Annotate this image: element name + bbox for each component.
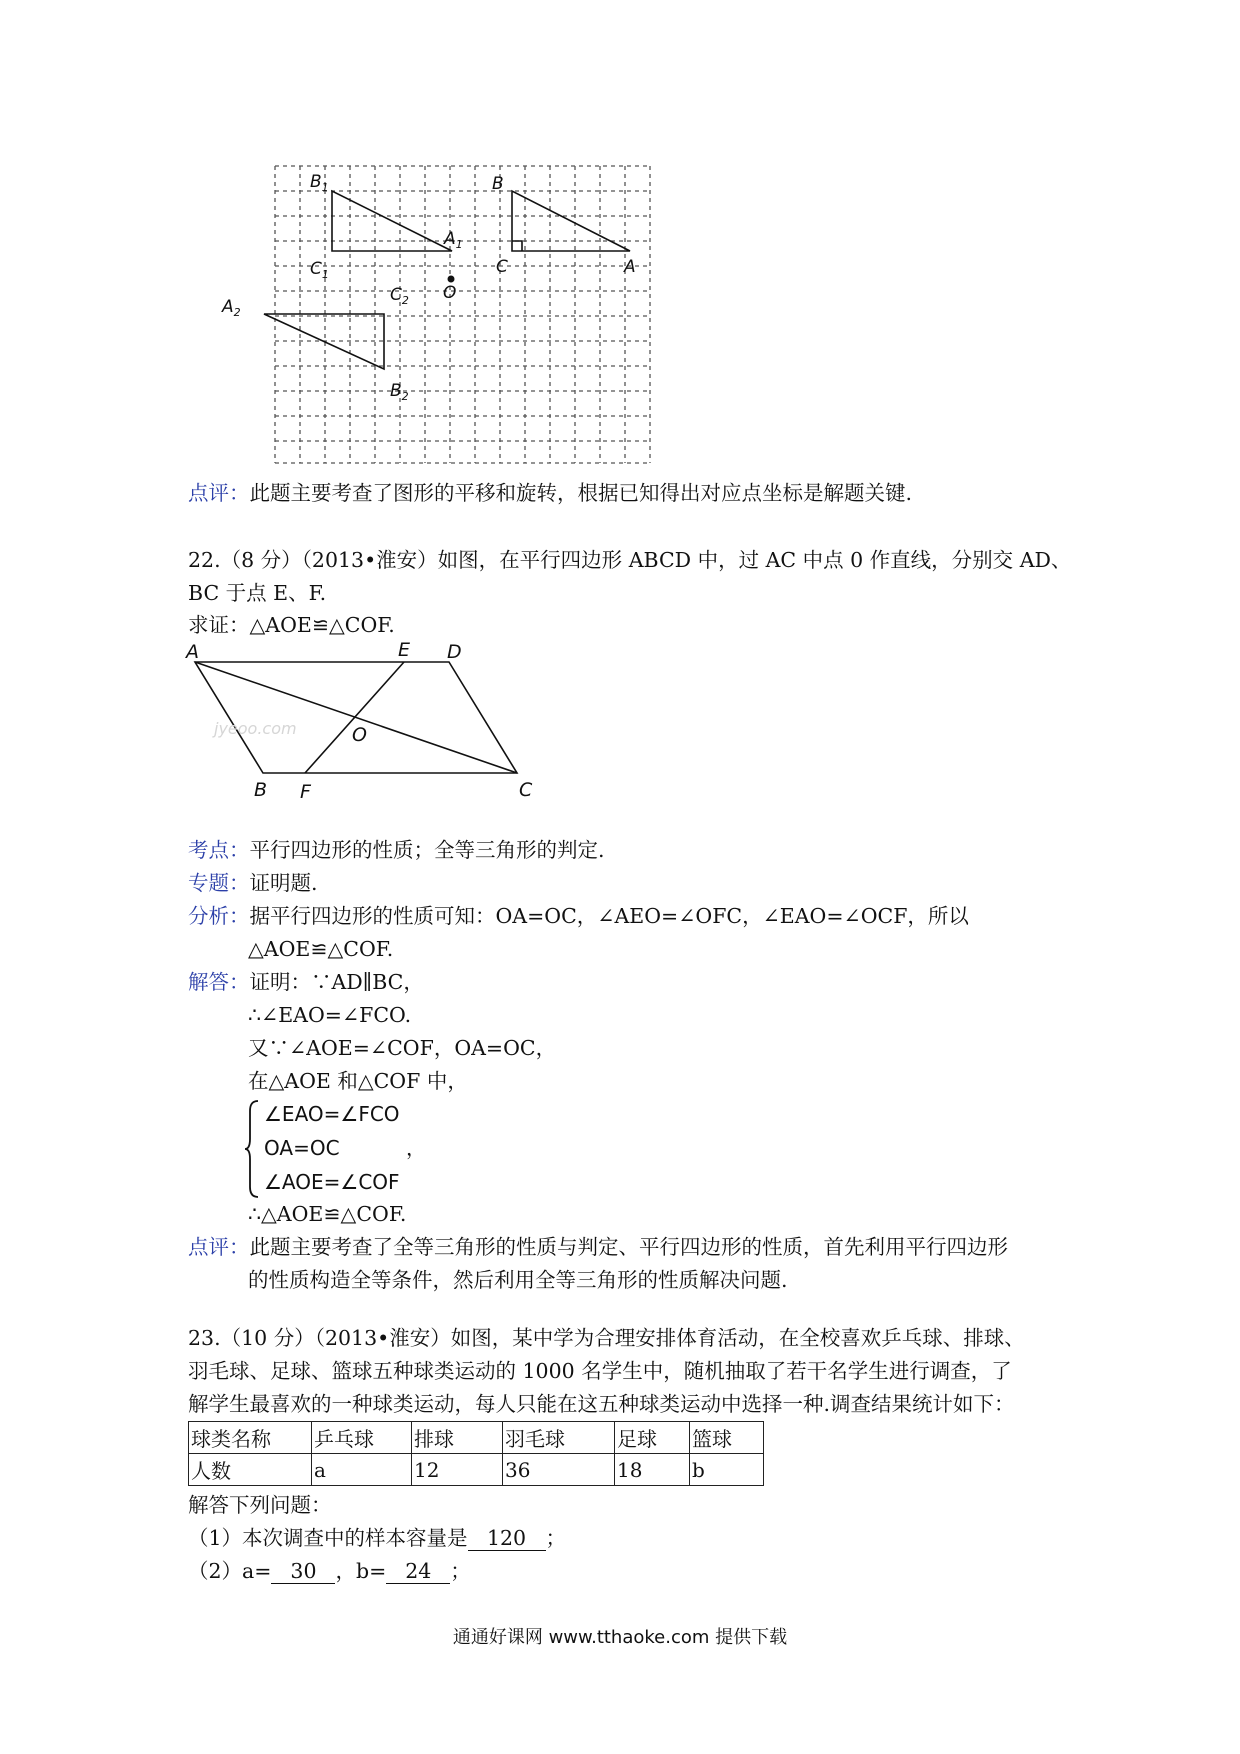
grid-figure [222, 160, 680, 480]
label-a: A [186, 641, 199, 663]
q22-jieda-2: ∴∠EAO=∠FCO. [248, 1003, 412, 1027]
zhuanti-tag: 专题： [188, 871, 250, 895]
table-cell: 12 [412, 1454, 503, 1486]
label-f: F [300, 781, 311, 803]
q22-fenxi-2: △AOE≌△COF. [248, 937, 394, 961]
q22-kaodian [188, 835, 605, 865]
diagonal-ac [195, 662, 517, 773]
table-cell: 人数 [189, 1454, 312, 1486]
table-cell: 排球 [412, 1422, 503, 1454]
table-cell: 足球 [615, 1422, 690, 1454]
fenxi-tag: 分析： [188, 904, 250, 928]
part-2-prefix: （2）a= [188, 1559, 272, 1583]
q22-fenxi [188, 901, 969, 931]
label-e: E [398, 639, 411, 661]
parallelogram-figure [180, 639, 550, 803]
system-line-3: ∠AOE=∠COF [264, 1170, 400, 1194]
label-c: C [496, 257, 508, 277]
part-1-prefix: （1）本次调查中的样本容量是 [188, 1526, 468, 1550]
q22-jieda-5: ∴△AOE≌△COF. [248, 1202, 407, 1226]
zhuanti-text: 证明题. [249, 871, 318, 895]
jieda-tag: 解答： [188, 970, 250, 994]
q23-part-2 [188, 1556, 471, 1586]
system-line-1: ∠EAO=∠FCO [264, 1102, 400, 1126]
left-brace [244, 1099, 260, 1199]
q22-jieda-3: 又∵∠AOE=∠COF，OA=OC， [248, 1036, 557, 1060]
label-a: A [624, 257, 636, 277]
q22-dianping-2: 的性质构造全等条件，然后利用全等三角形的性质解决问题. [248, 1268, 788, 1292]
point-o [448, 276, 455, 283]
table-cell: b [690, 1454, 764, 1486]
label-c: C [519, 779, 533, 801]
q23-part-1 [188, 1523, 566, 1553]
q22-line-2: BC 于点 E、F. [188, 581, 327, 605]
part-2-mid: ，b= [335, 1559, 387, 1583]
fenxi-text-1: 据平行四边形的性质可知：OA=OC，∠AEO=∠OFC，∠EAO=∠OCF，所以 [249, 904, 969, 928]
q22-jieda-4: 在△AOE 和△COF 中， [248, 1069, 468, 1093]
q22-line-1: 22.（8 分）（2013•淮安）如图，在平行四边形 ABCD 中，过 AC 中点 0 作直线，分别交 AD、 [188, 548, 1072, 572]
jieda-text-1: 证明：∵AD∥BC， [249, 970, 424, 994]
q22-zhuanti [188, 868, 318, 898]
comment-tag: 点评： [188, 481, 250, 505]
q23-prompt: 解答下列问题： [188, 1493, 332, 1517]
label-a1: $A_1$ [444, 229, 463, 251]
dianping-tag: 点评： [188, 1235, 250, 1259]
table-cell: 篮球 [690, 1422, 764, 1454]
label-b1: $B_1$ [310, 172, 329, 194]
label-c1: $C_1$ [310, 259, 329, 281]
q22-line-3: 求证：△AOE≌△COF. [188, 613, 395, 637]
answer-blank-b: 24 [386, 1559, 450, 1584]
answer-blank-a: 30 [271, 1559, 335, 1584]
survey-table [188, 1421, 764, 1486]
label-b2: $B_2$ [390, 381, 409, 403]
system-comma: ， [406, 1136, 426, 1160]
label-c2: $C_2$ [390, 285, 409, 307]
comment-21 [188, 478, 912, 508]
table-header-row [189, 1422, 764, 1454]
table-row [189, 1454, 764, 1486]
label-b: B [492, 174, 504, 194]
table-cell: 36 [503, 1454, 615, 1486]
label-o: O [443, 283, 457, 303]
watermark: jyeoo.com [214, 719, 297, 738]
equation-system [244, 1099, 424, 1199]
triangle-abc [512, 191, 630, 251]
part-2-suffix: ； [450, 1559, 471, 1583]
q23-line-3: 解学生最喜欢的一种球类运动，每人只能在这五种球类运动中选择一种.调查结果统计如下： [188, 1392, 1015, 1416]
part-1-suffix: ； [545, 1526, 567, 1550]
table-cell: 羽毛球 [503, 1422, 615, 1454]
right-angle-mark [512, 241, 522, 251]
q23-line-2: 羽毛球、足球、篮球五种球类运动的 1000 名学生中，随机抽取了若干名学生进行调查，了 [188, 1359, 1012, 1383]
table-cell: 18 [615, 1454, 690, 1486]
label-b: B [254, 779, 268, 801]
label-a2: $A_2$ [222, 297, 241, 319]
answer-blank-1: 120 [468, 1526, 546, 1551]
dianping-text-1: 此题主要考查了全等三角形的性质与判定、平行四边形的性质，首先利用平行四边形 [249, 1235, 1008, 1259]
label-o: O [352, 724, 367, 746]
line-ef [305, 662, 404, 773]
q23-line-1: 23.（10 分）（2013•淮安）如图，某中学为合理安排体育活动，在全校喜欢乒乓球、排球、 [188, 1326, 1025, 1350]
comment-text: 此题主要考查了图形的平移和旋转，根据已知得出对应点坐标是解题关键. [249, 481, 913, 505]
q22-jieda [188, 967, 424, 997]
table-cell: a [312, 1454, 412, 1486]
kaodian-text: 平行四边形的性质；全等三角形的判定. [249, 838, 605, 862]
table-cell: 球类名称 [189, 1422, 312, 1454]
q22-dianping [188, 1232, 1008, 1262]
system-line-2: OA=OC [264, 1136, 340, 1160]
table-cell: 乒乓球 [312, 1422, 412, 1454]
kaodian-tag: 考点： [188, 838, 250, 862]
label-d: D [447, 641, 462, 663]
footer: 通通好课网 www.tthaoke.com 提供下载 [452, 1627, 788, 1648]
